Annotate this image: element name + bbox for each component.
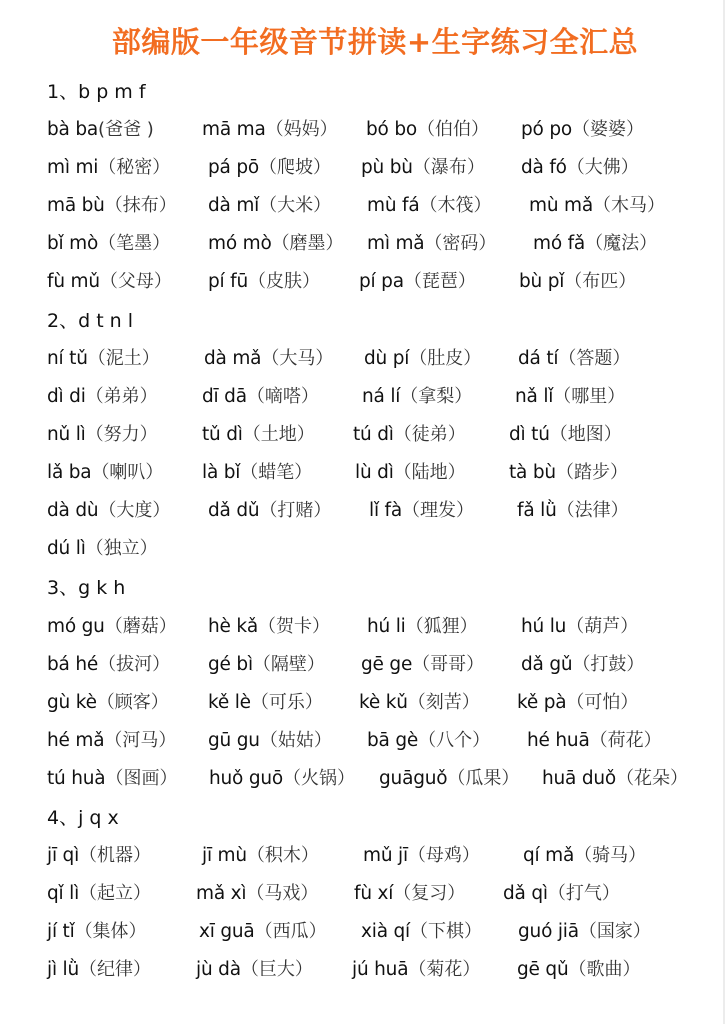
word-item [47,615,177,639]
word-item [196,882,318,906]
hanzi: （拔河） [98,654,171,675]
hanzi: （笔墨） [98,233,171,254]
hanzi: （瓜果） [447,768,520,789]
word-item [47,347,160,371]
word-item [196,958,313,982]
pinyin: hú lu [521,616,567,637]
hanzi: （打赌） [259,500,332,521]
word-item [367,232,496,256]
pinyin: fù xí [354,883,394,904]
hanzi: （答题） [558,348,631,369]
word-item [202,844,319,868]
pinyin: gù kè [47,692,97,713]
pinyin: lù dì [355,462,394,483]
hanzi: （踏步） [555,462,628,483]
pinyin: hé huā [527,730,590,751]
word-item [359,270,476,294]
word-item [379,767,519,791]
pinyin: jú huā [352,959,409,980]
word-item [47,958,151,982]
word-item [542,767,688,791]
pinyin: tà bù [509,462,556,483]
word-item [202,118,338,142]
word-item [359,691,480,715]
word-item [361,920,482,944]
word-item [363,844,480,868]
hanzi: （努力） [85,424,158,445]
word-item [208,156,331,180]
hanzi: （葫芦） [566,616,639,637]
hanzi: （可乐） [250,692,323,713]
pinyin: dī dā [202,386,247,407]
hanzi: （密码） [424,233,497,254]
pinyin: gē qǔ [517,959,569,980]
hanzi: （八个） [418,730,491,751]
hanzi: （琵琶） [403,271,476,292]
word-item [361,653,484,677]
word-item [354,882,465,906]
word-item [209,767,355,791]
pinyin: dǎ dǔ [208,500,260,521]
pinyin: kě lè [208,692,251,713]
pinyin: mù mǎ [529,195,593,216]
hanzi: （骑马） [574,845,647,866]
word-item [369,499,474,523]
hanzi: （抹布） [104,195,177,216]
word-item [47,844,151,868]
pinyin: mù fá [367,195,420,216]
hanzi: （法律） [556,500,629,521]
hanzi: （徒弟） [393,424,466,445]
hanzi: （狐狸） [405,616,478,637]
pinyin: pá pō [208,157,260,178]
hanzi: （大度） [98,500,171,521]
word-item [47,691,169,715]
pinyin: mā ma [202,119,266,140]
pinyin: guāguǒ [379,768,448,789]
hanzi: （隔壁） [252,654,325,675]
pinyin: dì di [47,386,86,407]
word-item [353,423,466,447]
pinyin: dà mǐ [208,195,260,216]
word-item [208,194,331,218]
pinyin: dú lì [47,538,86,559]
hanzi: （姑姑） [259,730,332,751]
pinyin: guó jiā [518,921,579,942]
pinyin: pù bù [361,157,413,178]
pinyin: mì mǎ [367,233,425,254]
word-item [367,194,491,218]
word-item [47,232,170,256]
pinyin: hé mǎ [47,730,105,751]
hanzi: （河马） [104,730,177,751]
pinyin: mǎ xì [196,883,247,904]
hanzi: （下棋） [410,921,482,942]
pinyin: dù pí [364,348,410,369]
word-item [47,537,158,561]
hanzi: （地图） [549,424,622,445]
hanzi: （伯伯） [417,119,490,140]
pinyin: bā gè [367,730,419,751]
pinyin: jù dà [196,959,241,980]
hanzi: （大米） [259,195,332,216]
hanzi: （歌曲） [568,959,641,980]
pinyin: kè kǔ [359,692,408,713]
pinyin: qǐ lì [47,883,80,904]
pinyin: jī qì [47,845,80,866]
word-item [521,156,639,180]
pinyin: huǒ guō [209,768,284,789]
word-item [367,615,478,639]
hanzi: （积木） [246,845,319,866]
word-item [208,232,344,256]
word-item [208,499,331,523]
word-item [529,194,665,218]
hanzi: （国家） [578,921,651,942]
pinyin: gé bì [208,654,253,675]
hanzi: （母鸡） [407,845,480,866]
pinyin: mó mò [208,233,272,254]
word-item [208,270,320,294]
pinyin: nǔ lì [47,424,86,445]
hanzi: （喇叭） [91,462,164,483]
hanzi: （大马） [261,348,334,369]
word-item [527,729,662,753]
word-item [355,461,466,485]
hanzi: （图画） [105,768,178,789]
word-item [503,882,620,906]
word-item [517,691,638,715]
hanzi: （肚皮） [409,348,482,369]
hanzi: （菊花） [408,959,481,980]
pinyin: gē ge [361,654,413,675]
hanzi: （爬坡） [259,157,332,178]
word-item [521,653,644,677]
pinyin: là bǐ [202,462,241,483]
section-heading-gkh: 3、g k h [47,577,126,599]
hanzi: （大佛） [566,157,639,178]
hanzi: （独立） [85,538,158,559]
word-item [517,958,640,982]
pinyin: hè kǎ [208,616,259,637]
section-heading-dtnl: 2、d t n l [47,310,134,332]
hanzi: （木马） [593,195,665,216]
word-item [204,347,333,371]
hanzi: （妈妈） [265,119,338,140]
word-item [47,423,158,447]
hanzi: （火锅） [283,768,356,789]
word-item [47,882,151,906]
pinyin: jī mù [202,845,247,866]
pinyin: ní tǔ [47,348,88,369]
pinyin: tǔ dì [202,424,243,445]
word-item [515,385,625,409]
word-item [208,615,330,639]
pinyin: pí fū [208,271,249,292]
word-item [202,461,312,485]
pinyin: hú li [367,616,406,637]
pinyin: ná lí [362,386,401,407]
hanzi: （父母） [99,271,172,292]
hanzi: （集体） [74,921,147,942]
word-item [47,118,154,142]
pinyin: bǐ mò [47,233,99,254]
word-item [47,653,170,677]
pinyin: fù mǔ [47,271,100,292]
word-item [521,615,638,639]
pinyin: bù pǐ [519,271,565,292]
word-item [47,767,177,791]
hanzi: (爸爸 ) [98,119,154,140]
pinyin: dà fó [521,157,567,178]
word-item [367,729,490,753]
word-item [362,385,472,409]
hanzi: （魔法） [585,233,658,254]
hanzi: （哪里） [553,386,626,407]
hanzi: （嘀嗒） [246,386,319,407]
pinyin: dì tú [509,424,550,445]
pinyin: bá hé [47,654,99,675]
word-item [202,385,319,409]
word-item [533,232,657,256]
hanzi: （磨墨） [271,233,344,254]
hanzi: （土地） [242,424,315,445]
hanzi: （哥哥） [412,654,485,675]
hanzi: （泥土） [87,348,160,369]
word-item [509,423,622,447]
hanzi: （纪律） [79,959,152,980]
pinyin: xī guā [199,921,255,942]
hanzi: （打鼓） [572,654,645,675]
word-item [518,347,630,371]
hanzi: （蘑菇） [104,616,177,637]
hanzi: （起立） [79,883,152,904]
hanzi: （瀑布） [412,157,485,178]
hanzi: （弟弟） [85,386,158,407]
word-item [208,729,332,753]
word-item [519,270,636,294]
word-item [208,653,325,677]
pinyin: dá tí [518,348,559,369]
hanzi: （可怕） [566,692,639,713]
hanzi: （陆地） [393,462,466,483]
hanzi: （皮肤） [248,271,321,292]
word-item [47,461,163,485]
pinyin: tú dì [353,424,394,445]
hanzi: （荷花） [589,730,662,751]
hanzi: （刻苦） [407,692,480,713]
pinyin: mì mi [47,157,99,178]
hanzi: （马戏） [246,883,319,904]
pinyin: mǔ jī [363,845,408,866]
pinyin: lǎ ba [47,462,92,483]
section-heading-jqx: 4、j q x [47,807,119,829]
hanzi: （复习） [393,883,466,904]
word-item [361,156,485,180]
word-item [366,118,489,142]
pinyin: mó fǎ [533,233,586,254]
hanzi: （顾客） [96,692,169,713]
word-item [208,691,323,715]
pinyin: qí mǎ [523,845,575,866]
pinyin: gū gu [208,730,260,751]
word-item [518,920,651,944]
word-item [47,270,172,294]
hanzi: （打气） [547,883,620,904]
pinyin: pó po [521,119,573,140]
pinyin: fǎ lǜ [517,500,557,521]
pinyin: dà mǎ [204,348,262,369]
word-item [47,194,177,218]
pinyin: pí pa [359,271,404,292]
word-item [517,499,629,523]
page-title: 部编版一年级音节拼读+生字练习全汇总 [111,25,639,59]
hanzi: （布匹） [564,271,637,292]
hanzi: （拿梨） [400,386,473,407]
hanzi: （贺卡） [258,616,331,637]
hanzi: （婆婆） [572,119,645,140]
pinyin: tú huà [47,768,106,789]
hanzi: （西瓜） [254,921,327,942]
word-item [47,920,147,944]
section-heading-bpmf: 1、b p m f [47,81,146,103]
pinyin: kě pà [517,692,567,713]
hanzi: （理发） [402,500,475,521]
word-item [523,844,646,868]
hanzi: （花朵） [616,768,689,789]
hanzi: （巨大） [240,959,313,980]
pinyin: mā bù [47,195,105,216]
pinyin: bà ba [47,119,99,140]
pinyin: jì lǜ [47,959,80,980]
word-item [364,347,481,371]
word-item [509,461,628,485]
word-item [521,118,644,142]
hanzi: （机器） [79,845,152,866]
pinyin: jí tǐ [47,921,75,942]
word-item [47,499,170,523]
pinyin: mó gu [47,616,105,637]
word-item [352,958,480,982]
hanzi: （蜡笔） [240,462,313,483]
pinyin: dà dù [47,500,99,521]
pinyin: dǎ gǔ [521,654,573,675]
word-item [199,920,327,944]
pinyin: bó bo [366,119,418,140]
hanzi: （秘密） [98,157,171,178]
hanzi: （木筏） [419,195,492,216]
pinyin: lǐ fà [369,500,403,521]
word-item [47,385,158,409]
word-item [47,156,170,180]
word-item [47,729,176,753]
pinyin: xià qí [361,921,410,942]
pinyin: huā duǒ [542,768,617,789]
pinyin: dǎ qì [503,883,548,904]
pinyin: nǎ lǐ [515,386,554,407]
word-item [202,423,315,447]
